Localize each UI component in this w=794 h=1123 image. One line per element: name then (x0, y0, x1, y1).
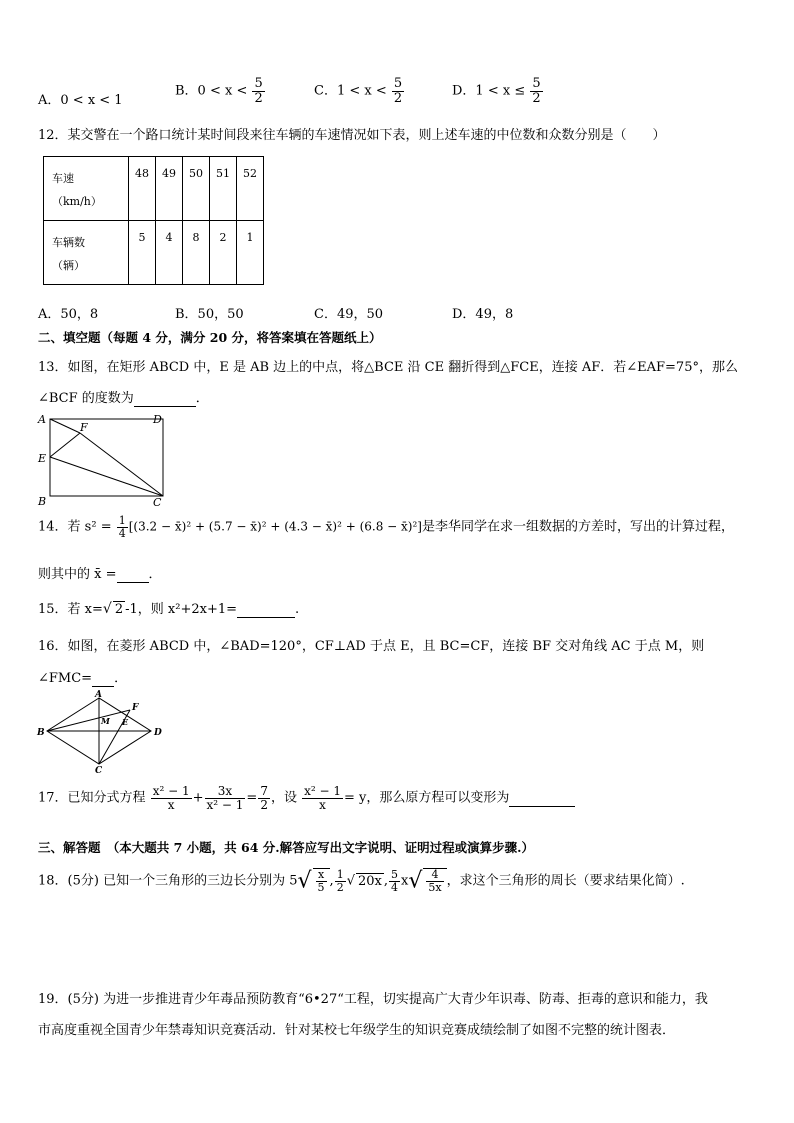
rectangle-figure (34, 410, 169, 508)
label-d: D (153, 413, 162, 426)
table-cell: 2 (210, 221, 237, 285)
table-cell: 52 (237, 157, 264, 221)
answer-blank (134, 391, 196, 407)
fraction: $\frac{7}{2}$ (260, 784, 268, 812)
q11-option-d: D．1 < x ≤ $\frac{5}{2}$ (452, 76, 541, 106)
q12-option-b: B．50，50 (175, 307, 244, 322)
fraction: $\frac{\text{x² − 1}}{x}$ (304, 784, 342, 812)
q12-option-d: D．49，8 (452, 307, 514, 322)
answer-blank (117, 567, 149, 583)
q15-line: 15．若 x=√ 2 -1，则 x²+2x+1= . (38, 601, 300, 617)
table-cell: 8 (183, 221, 210, 285)
q18-line: 18．(5分) 已知一个三角形的三边长分别为 5√ $\frac{x}{5}$ , $\frac{1}{2}$ √ 20x , $\frac{5}{4}$ x√ $\frac{4}{5x}$ ，求这个三角形的周长（要求结果化简）. (38, 868, 685, 894)
label-f: F (80, 421, 88, 434)
sqrt-radicand: 2 (114, 602, 124, 617)
sqrt-radicand: 20x (357, 873, 382, 889)
q13-line1: 13．如图，在矩形 ABCD 中，E 是 AB 边上的中点，将△BCE 沿 CE 翻折得到△FCE，连接 AF．若∠EAF=75°，那么 (38, 360, 738, 375)
fraction: $\frac{1}{2}$ (336, 868, 344, 894)
q16-line2: ∠FMC= ． (38, 671, 128, 686)
table-cell: 48 (129, 157, 156, 221)
fraction: $\frac{x}{5}$ (317, 868, 325, 894)
answer-blank (509, 791, 575, 807)
label-e: E (38, 452, 47, 465)
fraction: $\frac{5}{4}$ (391, 868, 398, 894)
q17-line: 17．已知分式方程 $\frac{\text{x² − 1}}{x}$ + $\frac{3x}{\text{x² − 1}}$ = $\frac{7}{2}$ ，设 $\frac{\text{x² − 1}}{x}$ = y，那么原方程可以变形为 (38, 785, 575, 811)
q11-option-c: C．1 < x < $\frac{5}{2}$ (314, 76, 403, 106)
table-cell: 49 (156, 157, 183, 221)
table-cell: 51 (210, 157, 237, 221)
answer-blank (237, 602, 295, 618)
fraction: $\frac{1}{4}$ (118, 514, 126, 540)
fraction: $\frac{4}{5x}$ (428, 868, 442, 894)
label-m: M (101, 716, 110, 726)
label-b: B (37, 728, 45, 738)
fraction: $\frac{5}{2}$ (532, 76, 541, 106)
section-heading: 二、填空题（每题 4 分，满分 20 分，将答案填在答题纸上） (38, 330, 382, 345)
q14-line2: 则其中的 x̄ = ． (38, 567, 162, 582)
q12-option-a: A．50，8 (38, 307, 99, 322)
table-row (44, 157, 264, 221)
fraction: $\frac{3x}{\text{x² − 1}}$ (206, 784, 244, 812)
table-row (44, 221, 264, 285)
q12-option-c: C．49，50 (314, 307, 384, 322)
fraction: $\frac{\text{x² − 1}}{x}$ (152, 784, 190, 812)
q19-line2: 市高度重视全国青少年禁毒知识竞赛活动．针对某校七年级学生的知识竞赛成绩绘制了如图不完整的统计图表． (38, 1023, 676, 1038)
fraction: $\frac{5}{2}$ (254, 76, 263, 106)
label-c: C (153, 496, 162, 508)
q19-line1: 19．(5分) 为进一步推进青少年毒品预防教育“6•27“工程，切实提高广大青少年识毒、防毒、拒毒的意识和能力，我 (38, 992, 708, 1007)
label-a: A (38, 413, 46, 426)
q13-line2: ∠BCF 的度数为 ． (38, 391, 209, 406)
table-cell: 4 (156, 221, 183, 285)
answer-blank (92, 671, 114, 687)
q14-line1: 14．若 s² = $\frac{1}{4}$ [(3.2 − x̄)² + (5.7 − x̄)² + (4.3 − x̄)² + (6.8 − x̄)²]是李华同学在求一组数据的方差时，写出的计算过程， (38, 514, 734, 540)
rect-top-right (50, 419, 163, 496)
table-cell: 5 (129, 221, 156, 285)
section-heading: 三、解答题 （本大题共 7 小题，共 64 分.解答应写出文字说明、证明过程或演算步骤.） (38, 840, 534, 855)
label-c: C (95, 766, 103, 774)
table-header-cell: 车辆数 （辆） (44, 221, 129, 285)
fraction: $\frac{5}{2}$ (393, 76, 403, 106)
label-e: E (122, 717, 129, 727)
q11-option-b: B．0 < x < $\frac{5}{2}$ (175, 76, 263, 106)
table-cell: 1 (237, 221, 264, 285)
speed-table (43, 156, 264, 285)
rhombus-figure (34, 688, 169, 774)
label-d: D (154, 728, 162, 738)
table-cell: 50 (183, 157, 210, 221)
table-header-cell: 车速 （km/h） (44, 157, 129, 221)
q16-line1: 16．如图，在菱形 ABCD 中，∠BAD=120°，CF⊥AD 于点 E，且 BC=CF，连接 BF 交对角线 AC 于点 M，则 (38, 639, 705, 654)
label-a: A (95, 690, 102, 700)
label-b: B (38, 495, 47, 508)
q12-stem: 12．某交警在一个路口统计某时间段来往车辆的车速情况如下表，则上述车速的中位数和众数分别是（ ） (38, 128, 666, 143)
q11-option-a: A．0 < x < 1 (38, 93, 123, 108)
label-f: F (132, 703, 139, 713)
